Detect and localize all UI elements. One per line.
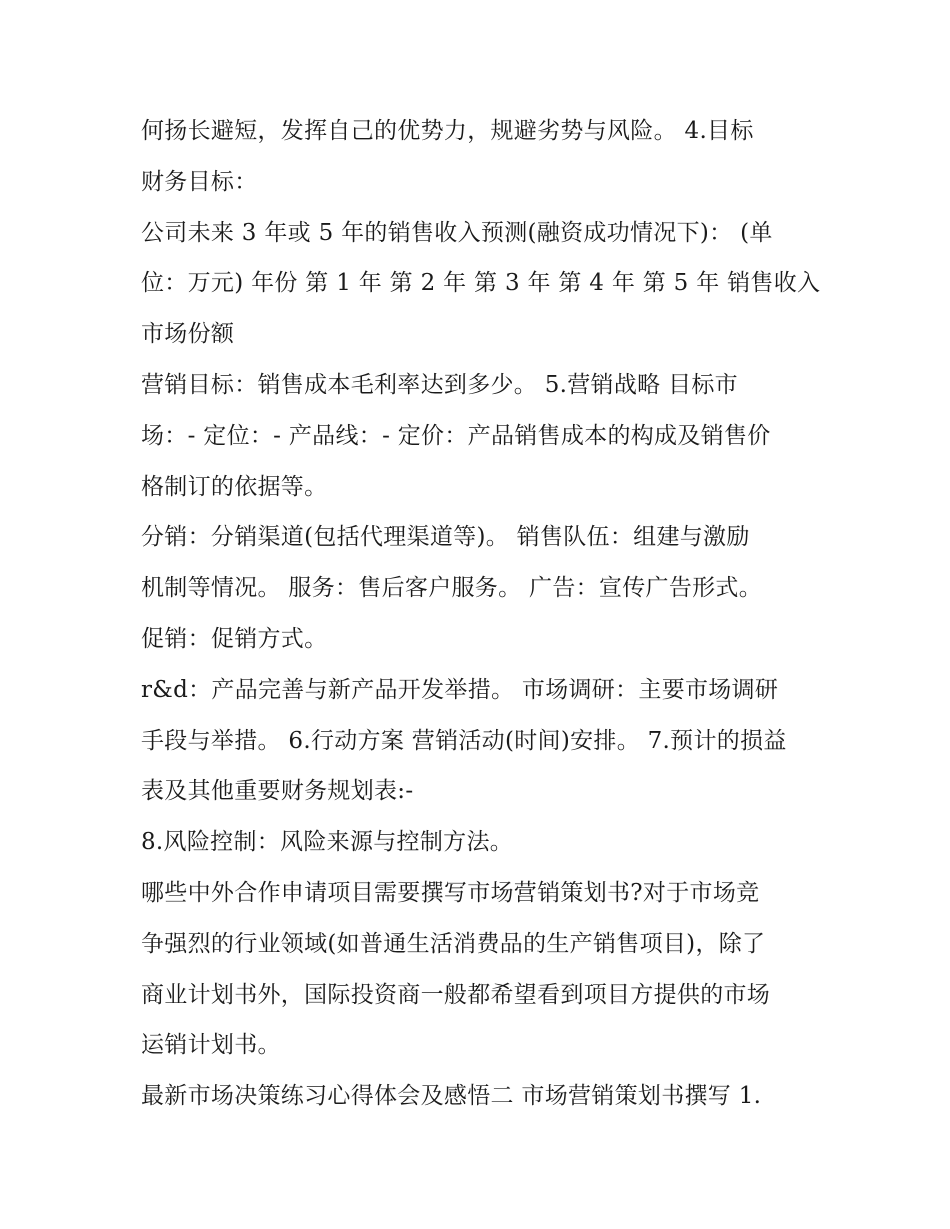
text-line: 最新市场决策练习心得体会及感悟二 市场营销策划书撰写 1. (141, 1083, 762, 1110)
text-line: 营销目标：销售成本毛利率达到多少。 5.营销战略 目标市 (141, 371, 738, 398)
text-line: 分销：分销渠道(包括代理渠道等)。 销售队伍：组建与激励 (141, 524, 750, 551)
text-line: 何扬长避短，发挥自己的优势力，规避劣势与风险。 4.目标 (141, 118, 754, 144)
text-line: 8.风险控制：风险来源与控制方法。 (141, 829, 514, 856)
text-line: 位：万元) 年份 第 1 年 第 2 年 第 3 年 第 4 年 第 5 年 销售收入 (141, 270, 821, 297)
text-line: 促销：促销方式。 (141, 625, 328, 652)
text-line: 场：- 定位：- 产品线：- 定价：产品销售成本的构成及销售价 (141, 422, 771, 449)
text-line: 争强烈的行业领域(如普通生活消费品的生产销售项目)，除了 (141, 930, 766, 957)
text-line: 运销计划书。 (141, 1032, 281, 1059)
text-line: 公司未来 3 年或 5 年的销售收入预测(融资成功情况下)： (单 (141, 219, 773, 246)
text-line: 财务目标： (141, 168, 258, 195)
text-line: 机制等情况。 服务：售后客户服务。 广告：宣传广告形式。 (141, 575, 763, 602)
text-line: 哪些中外合作申请项目需要撰写市场营销策划书?对于市场竞 (141, 879, 760, 906)
text-line: 手段与举措。 6.行动方案 营销活动(时间)安排。 7.预计的损益 (141, 727, 787, 754)
document-body (141, 106, 821, 1122)
text-line: 商业计划书外，国际投资商一般都希望看到项目方提供的市场 (141, 981, 771, 1008)
text-line: 表及其他重要财务规划表:- (141, 778, 414, 805)
text-line: 格制订的依据等。 (141, 473, 328, 500)
text-line: 市场份额 (141, 321, 235, 348)
text-line: r&d：产品完善与新产品开发举措。 市场调研：主要市场调研 (141, 676, 779, 703)
